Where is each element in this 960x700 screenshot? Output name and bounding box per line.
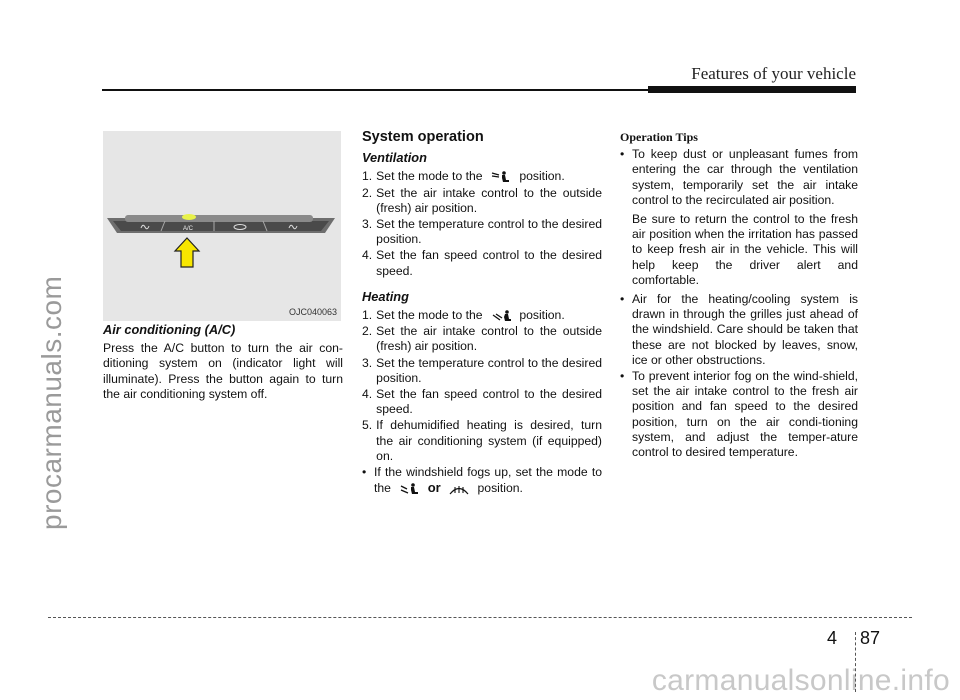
ventilation-step: 3. Set the temperature control to the desired position.	[362, 217, 602, 247]
tip-item: • To keep dust or unpleasant fumes from entering the car through the ventilation system, temporarily set the air intake control to the recirculated air position.	[620, 147, 858, 207]
ac-button-figure	[103, 131, 341, 321]
system-operation-title: System operation	[362, 129, 484, 145]
ventilation-title: Ventilation	[362, 150, 427, 166]
heating-title: Heating	[362, 288, 409, 304]
ac-indicator-light	[182, 214, 196, 220]
figure-code: OJC040063	[288, 307, 337, 317]
floor-vent-mode-icon	[490, 310, 512, 322]
middle-column	[362, 130, 602, 497]
left-column	[103, 322, 343, 402]
floor-defrost-mode-icon	[398, 483, 420, 495]
operation-tips-title: Operation Tips	[620, 130, 698, 144]
heating-step: 5. If dehumidified heating is desired, turn the air conditioning system (if equipped) on.	[362, 418, 602, 463]
footer-dashed-line	[48, 617, 912, 618]
side-watermark: procarmanuals.com	[36, 275, 67, 530]
ventilation-step: 2. Set the air intake control to the outside (fresh) air position.	[362, 185, 602, 215]
ventilation-step: 4. Set the fan speed control to the desired speed.	[362, 248, 602, 278]
defrost-mode-icon	[448, 483, 470, 495]
tip-item: • Air for the heating/cooling system is drawn in through the grilles just ahead of the windshield. Care should be taken that these are not blocked by leaves, snow, ice or other obstructions.	[620, 292, 858, 367]
heating-step: 1. Set the mode to the position.	[362, 308, 565, 323]
pointer-arrow-icon	[175, 238, 199, 267]
footer-vertical-line	[855, 632, 856, 692]
chapter-number: 4	[827, 628, 838, 648]
windshield-fog-bullet: • If the windshield fogs up, set the mode to the or position.	[362, 465, 602, 496]
page-header-title: Features of your vehicle	[691, 64, 856, 83]
page-number: 87	[860, 628, 881, 648]
ac-subtitle: Air conditioning (A/C)	[103, 322, 236, 337]
header-bar	[648, 86, 856, 93]
bottom-watermark: carmanualsonline.info	[651, 664, 950, 697]
tip-item: • To prevent interior fog on the wind-shield, set the air intake control to the fresh air position and fan speed to the desired position, turn on the air condi-tioning system, and adjust the temper-ature control to desired temperature.	[620, 369, 858, 460]
heating-step: 3. Set the temperature control to the desired position.	[362, 355, 602, 385]
heating-step: 2. Set the air intake control to the outside (fresh) air position.	[362, 324, 602, 354]
climate-panel-illustration	[103, 131, 341, 321]
heating-step: 4. Set the fan speed control to the desired speed.	[362, 387, 602, 417]
face-vent-mode-icon	[490, 171, 512, 183]
right-column	[620, 130, 858, 461]
ventilation-step: 1. Set the mode to the position.	[362, 169, 565, 184]
tip-note: Be sure to return the control to the fresh air position when the irritation has passed to keep fresh air in the vehicle. This will help keep the driver alert and comfortable.	[632, 212, 858, 287]
ac-body: Press the A/C button to turn the air con-ditioning system on (indicator light will illuminate). Press the button again to turn the air conditioning system off.	[103, 341, 343, 401]
ac-button-label: A/C	[183, 226, 194, 232]
